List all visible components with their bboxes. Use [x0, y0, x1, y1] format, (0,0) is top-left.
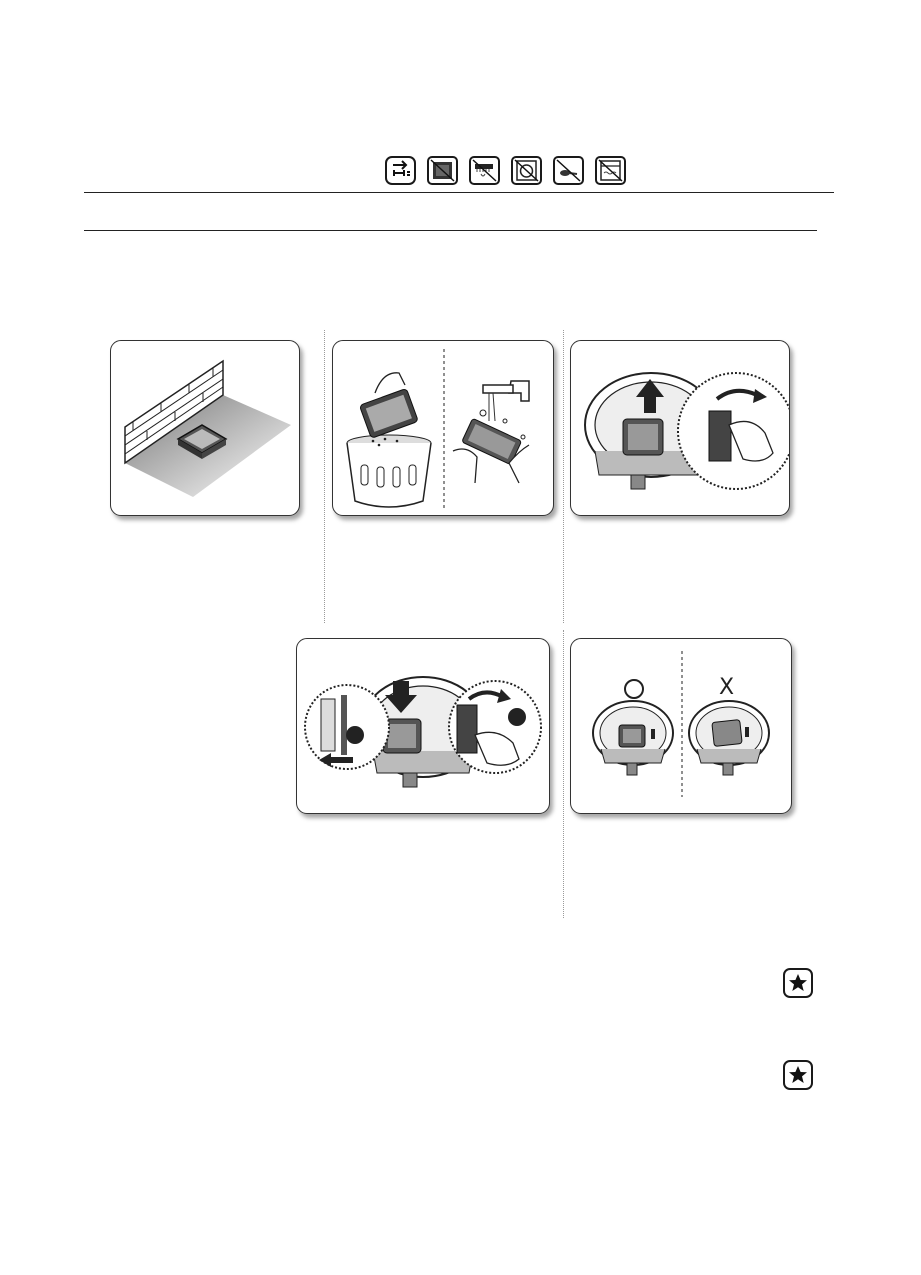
- star-icon: [783, 968, 813, 998]
- no-washing-machine-icon: [511, 156, 542, 185]
- no-oven-icon: [595, 156, 626, 185]
- step-5-illustration: [570, 638, 792, 814]
- no-hairdryer-icon: [553, 156, 584, 185]
- header-rule: [84, 192, 834, 193]
- column-divider: [563, 630, 564, 918]
- no-brush-icon: [469, 156, 500, 185]
- column-divider: [563, 330, 564, 623]
- incorrect-mark: X: [719, 675, 735, 700]
- step-1-illustration: [110, 340, 300, 516]
- step-4-illustration: [296, 638, 550, 814]
- step-3-illustration: [570, 340, 790, 516]
- unplug-arrow-icon: [385, 156, 416, 185]
- star-icon: [783, 1060, 813, 1090]
- step-2-illustration: [332, 340, 554, 516]
- correct-mark: [624, 679, 644, 699]
- no-dryer-icon: [427, 156, 458, 185]
- column-divider: [324, 330, 325, 623]
- section-rule: [84, 230, 817, 231]
